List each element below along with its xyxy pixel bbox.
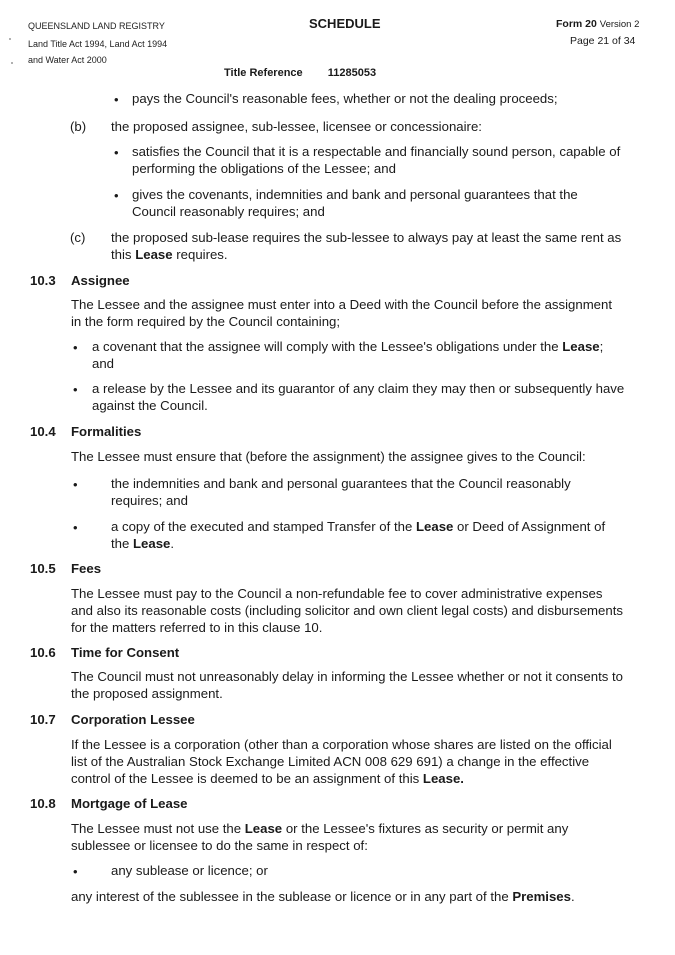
formalities-bullet2-line2 bbox=[111, 535, 174, 552]
mortgage-bullet1: any sublease or licence; or bbox=[111, 863, 268, 878]
section-title-time-for-consent: Time for Consent bbox=[71, 645, 180, 660]
text-run: or the Lessee's fixtures as security or permit any bbox=[282, 821, 569, 836]
assignee-bullet1-line2: and bbox=[92, 356, 115, 371]
formalities-bullet2-line1 bbox=[111, 518, 605, 535]
page-number: Page 21 of 34 bbox=[570, 35, 636, 47]
acts-line-2: and Water Act 2000 bbox=[28, 55, 107, 65]
text-run: requires. bbox=[172, 247, 228, 262]
schedule-title: SCHEDULE bbox=[309, 16, 381, 31]
formalities-para: The Lessee must ensure that (before the assignment) the assignee gives to the Council: bbox=[71, 449, 586, 464]
defined-term: Lease. bbox=[422, 771, 464, 786]
text-run: the bbox=[111, 536, 133, 551]
assignee-para-line1: The Lessee and the assignee must enter into a Deed with the Council before the assignment bbox=[71, 297, 613, 312]
section-number: 10.8 bbox=[30, 796, 56, 811]
bullet-marker: • bbox=[73, 340, 78, 355]
text-run: this bbox=[111, 247, 136, 262]
form-label: Form 20 bbox=[556, 18, 597, 30]
item-c-line1: the proposed sub-lease requires the sub-lessee to always pay at least the same rent as bbox=[111, 230, 622, 245]
title-reference-value: 11285053 bbox=[327, 67, 377, 79]
corporation-para-line2: list of the Australian Stock Exchange Limited ACN 008 629 691) a change in the effective bbox=[71, 754, 590, 769]
mortgage-para-line4 bbox=[71, 888, 575, 905]
defined-term: Lease bbox=[244, 821, 283, 836]
scan-speck bbox=[9, 38, 11, 40]
consent-para-line1: The Council must not unreasonably delay in informing the Lessee whether or not it consents to bbox=[71, 669, 623, 684]
section-title-mortgage-of-lease: Mortgage of Lease bbox=[71, 796, 188, 811]
defined-term: Lease bbox=[135, 247, 173, 262]
formalities-bullet1-line1: the indemnities and bank and personal guarantees that the Council reasonably bbox=[111, 476, 571, 491]
item-b-bullet2-line2: Council reasonably requires; and bbox=[132, 204, 325, 219]
mortgage-para-line2: sublessee or licensee to do the same in respect of: bbox=[71, 838, 368, 853]
text-run: . bbox=[170, 536, 175, 551]
assignee-bullet2-line2: against the Council. bbox=[92, 398, 208, 413]
section-number: 10.6 bbox=[30, 645, 56, 660]
section-title-corporation-lessee: Corporation Lessee bbox=[71, 712, 195, 727]
item-b-text: the proposed assignee, sub-lessee, licensee or concessionaire: bbox=[111, 119, 482, 134]
item-c-label: (c) bbox=[70, 230, 86, 245]
fees-para-line1: The Lessee must pay to the Council a non-refundable fee to cover administrative expenses bbox=[71, 586, 603, 601]
item-c-line2 bbox=[111, 246, 228, 263]
acts-line-1: Land Title Act 1994, Land Act 1994 bbox=[28, 39, 168, 49]
title-reference bbox=[224, 67, 376, 79]
form-version: Version 2 bbox=[599, 19, 640, 30]
section-number: 10.7 bbox=[30, 712, 56, 727]
title-reference-label: Title Reference bbox=[224, 67, 303, 79]
bullet-marker: • bbox=[114, 92, 119, 107]
text-run: control of the Lessee is deemed to be an assignment of this bbox=[71, 771, 423, 786]
section-number: 10.5 bbox=[30, 561, 56, 576]
bullet-marker: • bbox=[114, 188, 119, 203]
bullet-marker: • bbox=[114, 145, 119, 160]
text-run: a copy of the executed and stamped Transfer of the bbox=[111, 519, 416, 534]
item-b-bullet1-line2: performing the obligations of the Lessee; and bbox=[132, 161, 396, 176]
defined-term: Lease bbox=[415, 519, 454, 534]
formalities-bullet1-line2: requires; and bbox=[111, 493, 188, 508]
bullet-marker: • bbox=[73, 477, 78, 492]
section-title-assignee: Assignee bbox=[71, 273, 130, 288]
fees-bullet-text: pays the Council's reasonable fees, whether or not the dealing proceeds; bbox=[132, 91, 558, 106]
section-number: 10.4 bbox=[30, 424, 56, 439]
scan-speck bbox=[11, 62, 13, 64]
text-run: ; bbox=[599, 339, 604, 354]
item-b-bullet2-line1: gives the covenants, indemnities and bank and personal guarantees that the bbox=[132, 187, 578, 202]
assignee-bullet2-line1: a release by the Lessee and its guarantor of any claim they may then or subsequently have bbox=[92, 381, 625, 396]
text-run: The Lessee must not use the bbox=[71, 821, 245, 836]
item-b-label: (b) bbox=[70, 119, 87, 134]
defined-term: Lease bbox=[562, 339, 600, 354]
defined-term: Premises bbox=[512, 889, 571, 904]
corporation-para-line1: If the Lessee is a corporation (other than a corporation whose shares are listed on the official bbox=[71, 737, 612, 752]
fees-para-line3: for the matters referred to in this clause 10. bbox=[71, 620, 323, 635]
text-run: any interest of the sublessee in the sublease or licence or in any part of the bbox=[71, 889, 513, 904]
registry-name: QUEENSLAND LAND REGISTRY bbox=[28, 21, 165, 31]
bullet-marker: • bbox=[73, 520, 78, 535]
defined-term: Lease bbox=[133, 536, 171, 551]
fees-para-line2: and also its reasonable costs (including solicitor and own client legal costs) and disbursements bbox=[71, 603, 623, 618]
text-run: . bbox=[570, 889, 575, 904]
bullet-marker: • bbox=[73, 382, 78, 397]
item-b-bullet1-line1: satisfies the Council that it is a respectable and financially sound person, capable of bbox=[132, 144, 621, 159]
corporation-para-line3 bbox=[71, 770, 464, 787]
consent-para-line2: the proposed assignment. bbox=[71, 686, 223, 701]
assignee-para-line2: in the form required by the Council containing; bbox=[71, 314, 341, 329]
section-title-fees: Fees bbox=[71, 561, 102, 576]
bullet-marker: • bbox=[73, 864, 78, 879]
section-number: 10.3 bbox=[30, 273, 56, 288]
section-title-formalities: Formalities bbox=[71, 424, 142, 439]
mortgage-para-line1 bbox=[71, 820, 568, 837]
assignee-bullet1-line1 bbox=[92, 338, 603, 355]
text-run: a covenant that the assignee will comply with the Lessee's obligations under the bbox=[92, 339, 563, 354]
text-run: or Deed of Assignment of bbox=[453, 519, 606, 534]
form-number bbox=[556, 18, 639, 30]
